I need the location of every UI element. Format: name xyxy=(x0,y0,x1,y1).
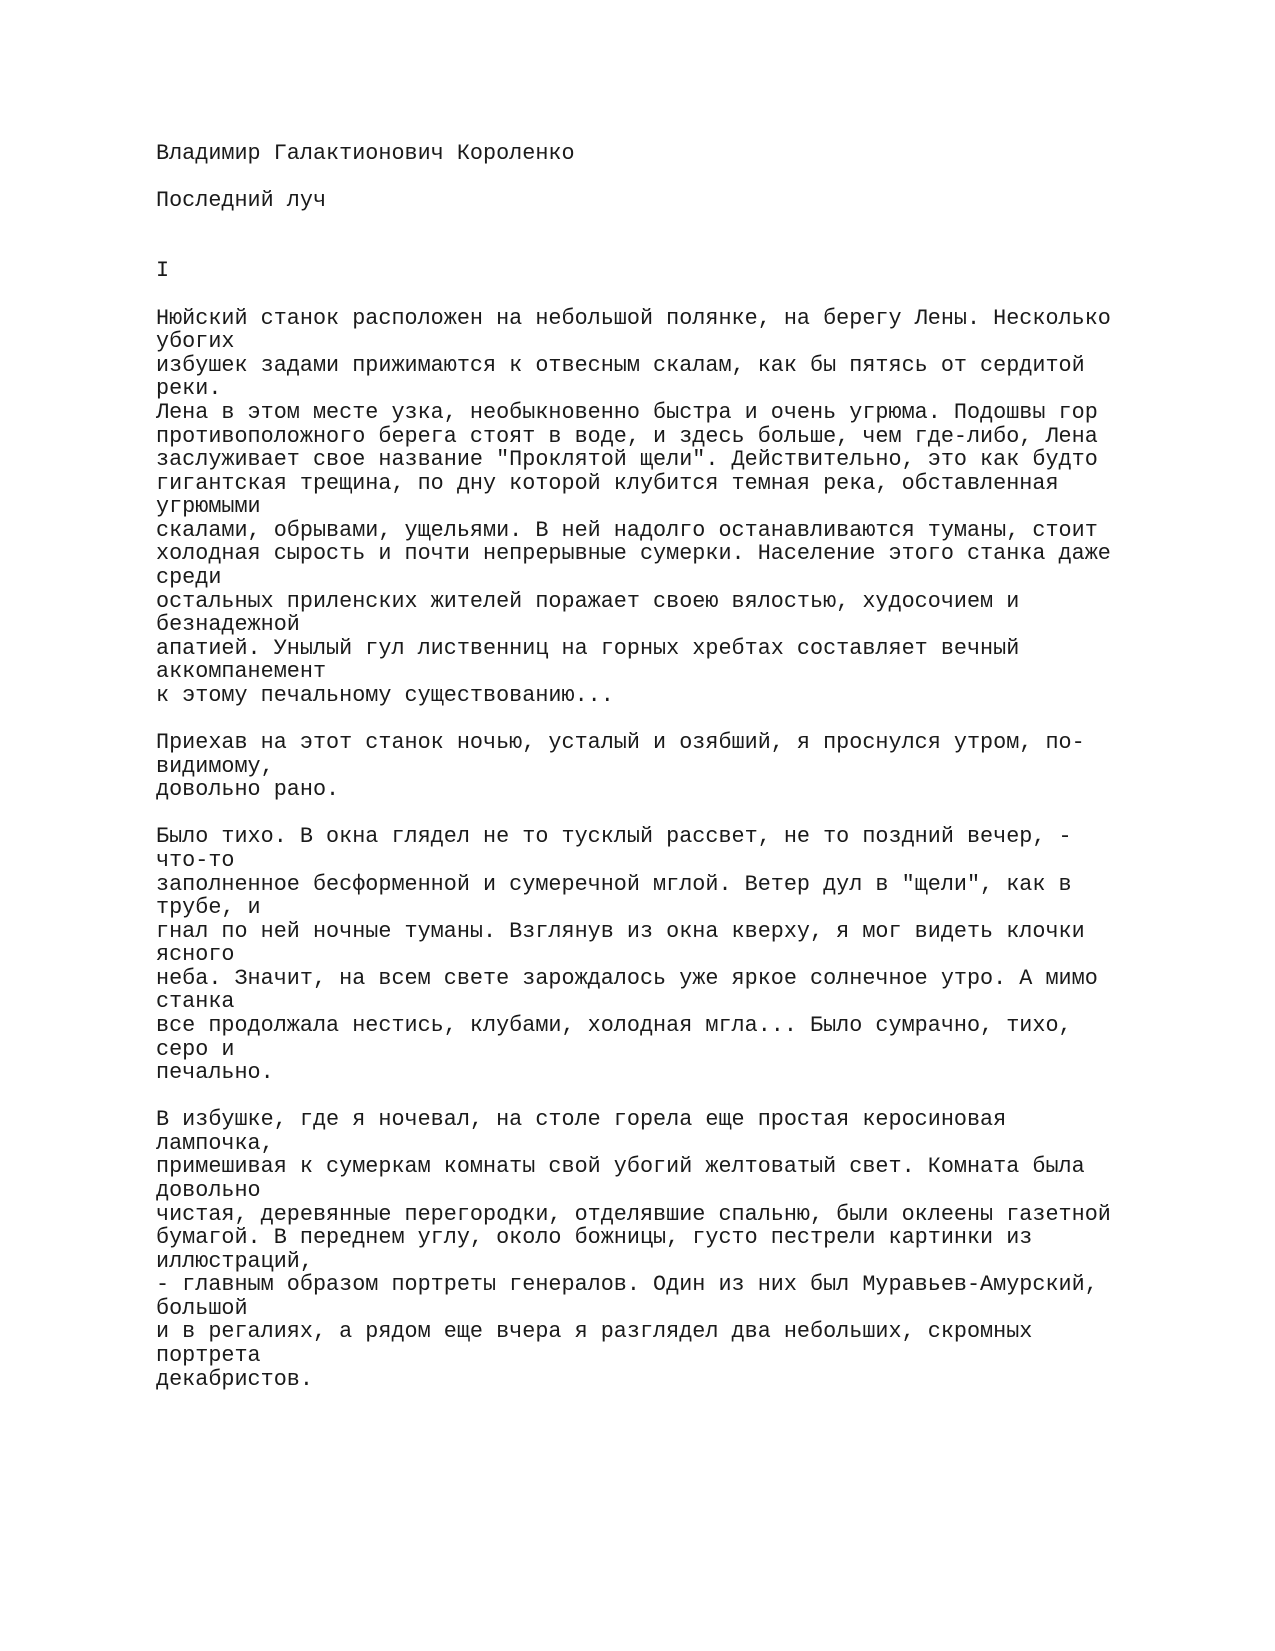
text-line: серо и xyxy=(156,1037,235,1062)
text-line: бумагой. В переднем углу, около божницы, густо пестрели картинки из xyxy=(156,1225,1033,1250)
text-line: к этому печальному существованию... xyxy=(156,683,614,708)
text-line: гнал по ней ночные туманы. Взглянув из окна кверху, я мог видеть клочки xyxy=(156,919,1085,944)
text-line: заполненное бесформенной и сумеречной мглой. Ветер дул в "щели", как в xyxy=(156,872,1072,897)
text-line: иллюстраций, xyxy=(156,1249,313,1274)
text-line: Было тихо. В окна глядел не то тусклый рассвет, не то поздний вечер, - xyxy=(156,824,1072,849)
text-line: большой xyxy=(156,1296,248,1321)
author-name: Владимир Галактионович Короленко xyxy=(156,141,575,166)
text-line: примешивая к сумеркам комнаты свой убогий желтоватый свет. Комната была xyxy=(156,1154,1085,1179)
chapter-number: I xyxy=(156,258,170,283)
text-line: аккомпанемент xyxy=(156,659,327,684)
text-line: безнадежной xyxy=(156,612,300,637)
text-line: видимому, xyxy=(156,754,274,779)
text-line: остальных приленских жителей поражает своею вялостью, худосочием и xyxy=(156,589,1020,614)
text-line: неба. Значит, на всем свете зарождалось уже яркое солнечное утро. А мимо xyxy=(156,966,1098,991)
text-line: среди xyxy=(156,565,222,590)
text-line: что-то xyxy=(156,848,235,873)
text-line: станка xyxy=(156,989,235,1014)
text-line: гигантская трещина, по дну которой клубится темная река, обставленная xyxy=(156,471,1059,496)
text-line: довольно рано. xyxy=(156,777,340,802)
text-line: лампочка, xyxy=(156,1131,274,1156)
text-line: скалами, обрывами, ущельями. В ней надолго останавливаются туманы, стоит xyxy=(156,518,1098,543)
text-line: ясного xyxy=(156,942,235,967)
text-line: убогих xyxy=(156,329,235,354)
text-line: печально. xyxy=(156,1060,274,1085)
text-line: Лена в этом месте узка, необыкновенно быстра и очень угрюма. Подошвы гор xyxy=(156,400,1098,425)
text-line: чистая, деревянные перегородки, отделявшие спальню, были оклеены газетной xyxy=(156,1202,1111,1227)
text-line: избушек задами прижимаются к отвесным скалам, как бы пятясь от сердитой xyxy=(156,353,1085,378)
text-line: апатией. Унылый гул лиственниц на горных хребтах составляет вечный xyxy=(156,636,1020,661)
text-line: реки. xyxy=(156,376,222,401)
text-line: трубе, и xyxy=(156,895,261,920)
text-line: портрета xyxy=(156,1343,261,1368)
text-line: заслуживает свое название "Проклятой щели". Действительно, это как будто xyxy=(156,447,1098,472)
text-line: угрюмыми xyxy=(156,494,261,519)
text-line: - главным образом портреты генералов. Один из них был Муравьев-Амурский, xyxy=(156,1272,1098,1297)
text-line: декабристов. xyxy=(156,1367,313,1392)
text-line: и в регалиях, а рядом еще вчера я разглядел два небольших, скромных xyxy=(156,1319,1033,1344)
work-title: Последний луч xyxy=(156,188,327,213)
text-line: все продолжала нестись, клубами, холодная мгла... Было сумрачно, тихо, xyxy=(156,1013,1072,1038)
text-line: противоположного берега стоят в воде, и здесь больше, чем где-либо, Лена xyxy=(156,424,1098,449)
text-line: Нюйский станок расположен на небольшой полянке, на берегу Лены. Несколько xyxy=(156,306,1111,331)
text-line: В избушке, где я ночевал, на столе горела еще простая керосиновая xyxy=(156,1107,1007,1132)
text-line: довольно xyxy=(156,1178,261,1203)
text-line: Приехав на этот станок ночью, усталый и озябший, я проснулся утром, по- xyxy=(156,730,1085,755)
text-line: холодная сырость и почти непрерывные сумерки. Население этого станка даже xyxy=(156,541,1111,566)
